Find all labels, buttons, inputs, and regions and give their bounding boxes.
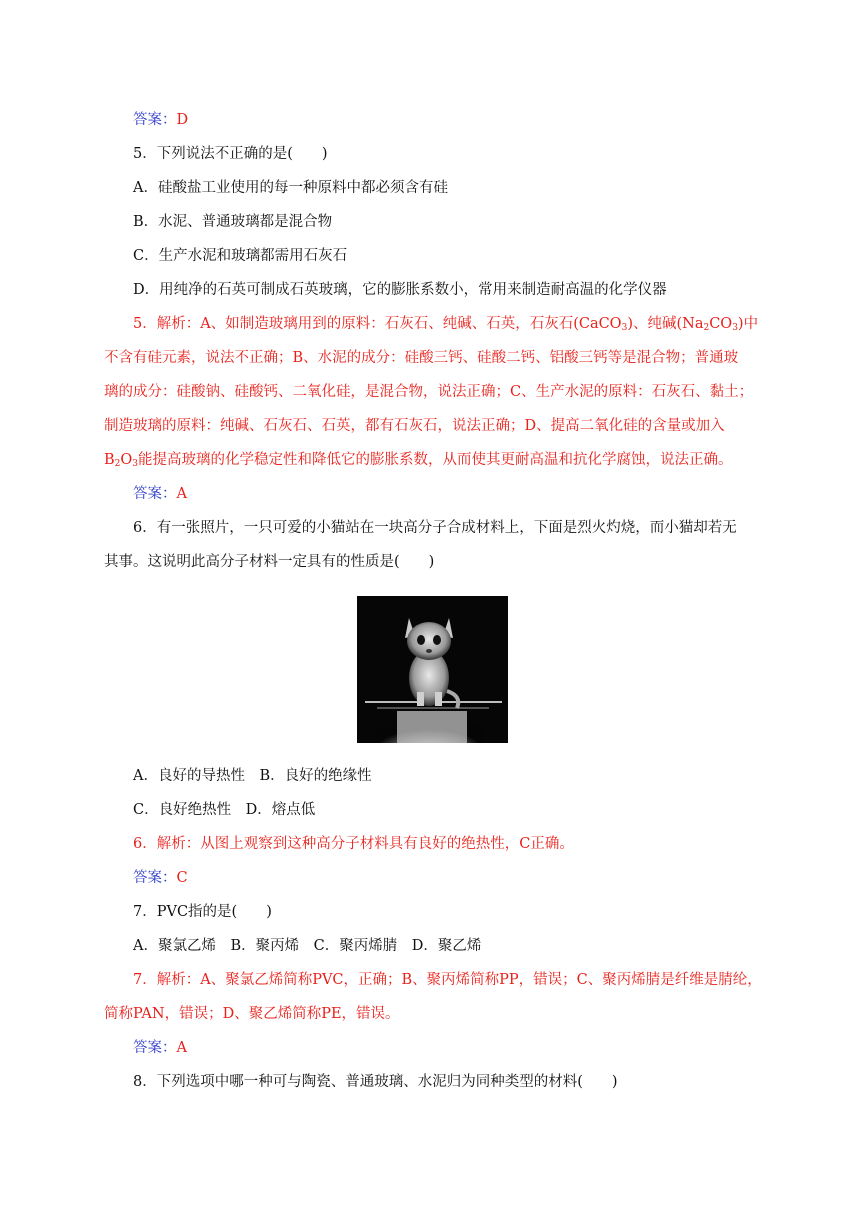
answer-line-6: [133, 868, 188, 888]
answer-label: 答案：: [133, 1040, 177, 1056]
subscript: 3: [732, 323, 738, 333]
analysis-text: B: [104, 452, 115, 468]
question-5-option-a: A．硅酸盐工业使用的每一种原料中都必须含有硅: [133, 180, 448, 196]
analysis-text: CO: [709, 316, 733, 332]
analysis-text: )中: [737, 316, 759, 332]
subscript: 3: [132, 459, 139, 469]
answer-line-5: [133, 484, 187, 504]
answer-value: D: [176, 112, 189, 128]
question-6-stem-line-1: 6．有一张照片，一只可爱的小猫站在一块高分子合成材料上，下面是烈火灼烧，而小猫却若无: [133, 520, 737, 536]
question-7-analysis-line-1: 7．解析：A、聚氯乙烯简称PVC，正确；B、聚丙烯简称PP，错误；C、聚丙烯腈是纤维是腈纶，: [133, 972, 762, 988]
analysis-text: )、纯碱(Na: [627, 316, 704, 332]
answer-label: 答案：: [133, 870, 177, 886]
answer-line-4: [133, 110, 188, 130]
question-5-analysis-line-5: [104, 450, 733, 474]
analysis-text: O: [120, 452, 133, 468]
question-6-options-line-1: A．良好的导热性 B．良好的绝缘性: [133, 768, 372, 784]
question-8-stem: 8．下列选项中哪一种可与陶瓷、普通玻璃、水泥归为同种类型的材料( ): [133, 1074, 618, 1090]
question-5-option-b: B．水泥、普通玻璃都是混合物: [133, 214, 333, 230]
kitten-illustration: [357, 596, 508, 743]
answer-label: 答案：: [133, 112, 177, 128]
answer-value: A: [176, 1040, 187, 1056]
analysis-text: 5．解析：A、如制造玻璃用到的原料：石灰石、纯碱、石英，石灰石(CaCO: [133, 316, 622, 332]
question-6-analysis: 6．解析：从图上观察到这种高分子材料具有良好的绝热性，C正确。: [133, 836, 574, 852]
question-5-stem: 5．下列说法不正确的是( ): [133, 146, 328, 162]
question-5-analysis-line-2: 不含有硅元素，说法不正确；B、水泥的成分：硅酸三钙、硅酸二钙、铝酸三钙等是混合物；普通玻: [104, 350, 739, 366]
answer-label: 答案：: [133, 486, 177, 502]
question-7-options: A．聚氯乙烯 B．聚丙烯 C．聚丙烯腈 D．聚乙烯: [133, 938, 482, 954]
answer-line-7: [133, 1038, 187, 1058]
question-5-analysis-line-1: [133, 314, 758, 338]
question-7-analysis-line-2: 简称PAN，错误；D、聚乙烯简称PE，错误。: [104, 1006, 400, 1022]
subscript: 2: [703, 323, 710, 333]
answer-value: A: [176, 486, 187, 502]
question-5-option-c: C．生产水泥和玻璃都需用石灰石: [133, 248, 348, 264]
subscript: 3: [621, 323, 628, 333]
question-6-stem-line-2: 其事。这说明此高分子材料一定具有的性质是( ): [104, 554, 435, 570]
question-6-options-line-2: C．良好绝热性 D．熔点低: [133, 802, 316, 818]
analysis-text: 能提高玻璃的化学稳定性和降低它的膨胀系数，从而使其更耐高温和抗化学腐蚀，说法正确。: [138, 452, 733, 468]
question-5-analysis-line-4: 制造玻璃的原料：纯碱、石灰石、石英，都有石灰石，说法正确；D、提高二氧化硅的含量或加入: [104, 418, 725, 434]
question-5-analysis-line-3: 璃的成分：硅酸钠、硅酸钙、二氧化硅，是混合物，说法正确；C、生产水泥的原料：石灰石、黏土；: [104, 384, 754, 400]
answer-value: C: [176, 870, 188, 886]
kitten-photo: [357, 596, 508, 743]
subscript: 2: [114, 459, 121, 469]
question-7-stem: 7．PVC指的是( ): [133, 904, 272, 920]
question-5-option-d: D．用纯净的石英可制成石英玻璃，它的膨胀系数小，常用来制造耐高温的化学仪器: [133, 282, 667, 298]
